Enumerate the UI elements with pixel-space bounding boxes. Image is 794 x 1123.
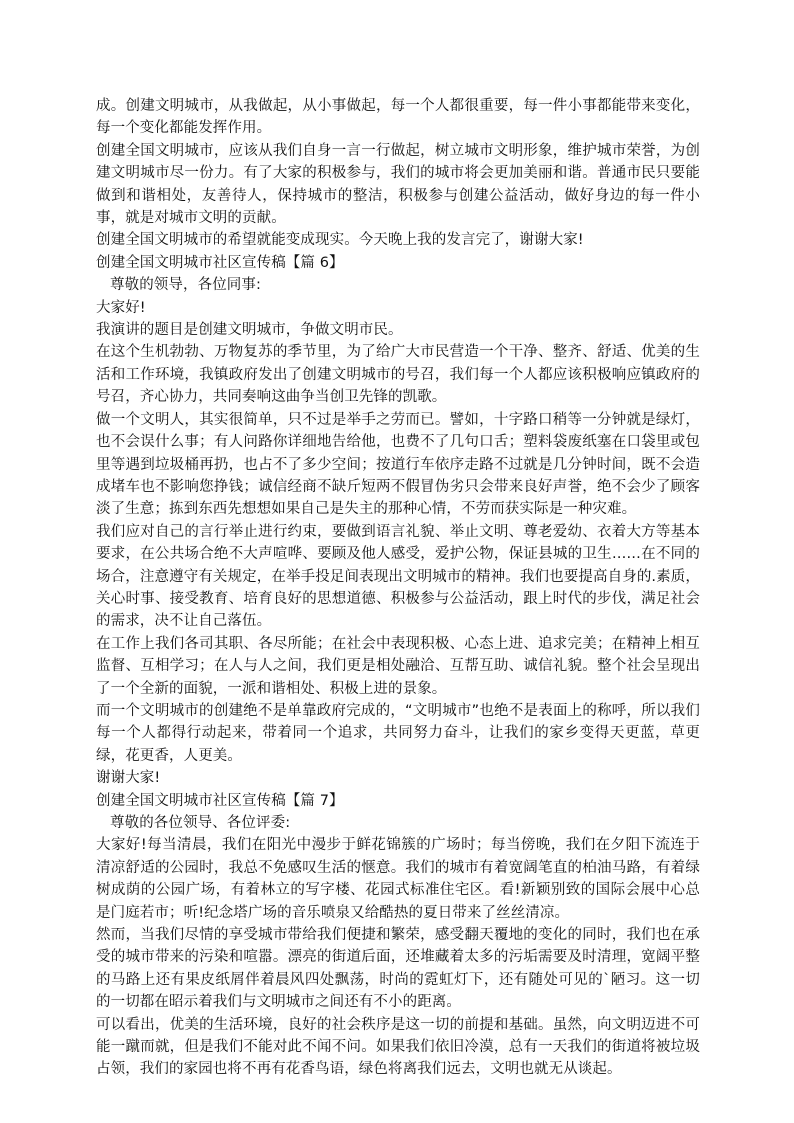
paragraph: 在工作上我们各司其职、各尽所能；在社会中表现积极、心态上进、追求完美；在精神上相互监督、互相学习；在人与人之间，我们更是相处融洽、互帮互助、诚信礼貌。整个社会呈现出了一个全新的面貌，一派和谐相处、积极上进的景象。 [96,635,700,697]
section-heading-7: 创建全国文明城市社区宣传稿【篇 7】 [96,792,344,809]
paragraph-continuation: 成。创建文明城市，从我做起，从小事做起，每一个人都很重要，每一件小事都能带来变化，每一个变化都能发挥作用。 [96,98,700,137]
paragraph: 大家好!每当清晨，我们在阳光中漫步于鲜花锦簇的广场时；每当傍晚，我们在夕阳下流连于清凉舒适的公园时，我总不免感叹生活的惬意。我们的城市有着宽阔笔直的柏油马路，有着绿树成荫的公园广场，有着林立的写字楼、花园式标准住宅区。看!新颖别致的国际会展中心总是门庭若市；听!纪念塔广场的音乐喷泉又给酷热的夏日带来了丝丝清凉。 [96,837,700,921]
paragraph: 在这个生机勃勃、万物复苏的季节里，为了给广大市民营造一个干净、整齐、舒适、优美的生活和工作环境，我镇政府发出了创建文明城市的号召，我们每一个人都应该积极响应镇政府的号召，齐心协力，共同奏响这曲争当创卫先锋的凯歌。 [96,344,700,406]
salutation: 尊敬的各位领导、各位评委: [110,815,291,831]
paragraph: 我演讲的题目是创建文明城市，争做文明市民。 [96,322,403,339]
paragraph: 可以看出，优美的生活环境，良好的社会秩序是这一切的前提和基础。虽然，向文明迈进不可能一蹴而就，但是我们不能对此不闻不问。如果我们依旧冷漠，总有一天我们的街道将被垃圾占领，我们的家园也将不再有花香鸟语，绿色将离我们远去，文明也就无从谈起。 [96,1016,700,1078]
paragraph: 然而，当我们尽情的享受城市带给我们便捷和繁荣，感受翻天覆地的变化的同时，我们也在承受的城市带来的污染和喧嚣。漂亮的街道后面，还堆藏着太多的污垢需要及时清理，宽阔平整的马路上还有果皮纸屑伴着晨风四处飘荡，时尚的霓虹灯下，还有随处可见的`陋习。这一切的一切都在昭示着我们与文明城市之间还有不小的距离。 [96,927,700,1011]
paragraph: 我们应对自己的言行举止进行约束，要做到语言礼貌、举止文明、尊老爱幼、衣着大方等基本要求，在公共场合绝不大声喧哗、要顾及他人感受，爱护公物，保证县城的卫生……在不同的场合，注意遵守有关规定，在举手投足间表现出文明城市的精神。我们也要提高自身的.素质，关心时事、接受教育、培育良好的思想道德、积极参与公益活动，跟上时代的步伐，满足社会的需求，决不让自己落伍。 [96,523,700,630]
closing-thanks: 谢谢大家! [96,770,161,787]
paragraph: 而一个文明城市的创建绝不是单靠政府完成的，“文明城市”也绝不是表面上的称呼，所以我们每一个人都得行动起来，带着同一个追求，共同努力奋斗，让我们的家乡变得天更蓝，草更绿，花更香，人更美。 [96,702,700,764]
salutation: 尊敬的领导，各位同事: [110,277,261,294]
section-heading-6: 创建全国文明城市社区宣传稿【篇 6】 [96,254,344,271]
greeting: 大家好! [96,299,146,316]
paragraph: 做一个文明人，其实很简单，只不过是举手之劳而已。譬如，十字路口稍等一分钟就是绿灯，也不会误什么事；有人问路你详细地告给他，也费不了几句口舌；塑料袋废纸塞在口袋里或包里等遇到垃圾桶再扔，也占不了多少空间；按道行车依序走路不过就是几分钟时间，既不会造成堵车也不影响您挣钱；诚信经商不缺斤短两不假冒伪劣只会带来良好声誉，绝不会少了顾客淡了生意；拣到东西先想想如果自己是失主的那种心情，不劳而获实际是一种灾难。 [96,411,700,518]
paragraph: 创建全国文明城市，应该从我们自身一言一行做起，树立城市文明形象，维护城市荣誉，为创建文明城市尽一份力。有了大家的积极参与，我们的城市将会更加美丽和谐。普通市民只要能做到和谐相处，友善待人，保持城市的整洁，积极参与创建公益活动，做好身边的每一件小事，就是对城市文明的贡献。 [96,142,700,227]
document-page [96,95,700,1081]
paragraph: 创建全国文明城市的希望就能变成现实。今天晚上我的发言完了，谢谢大家! [96,232,584,249]
